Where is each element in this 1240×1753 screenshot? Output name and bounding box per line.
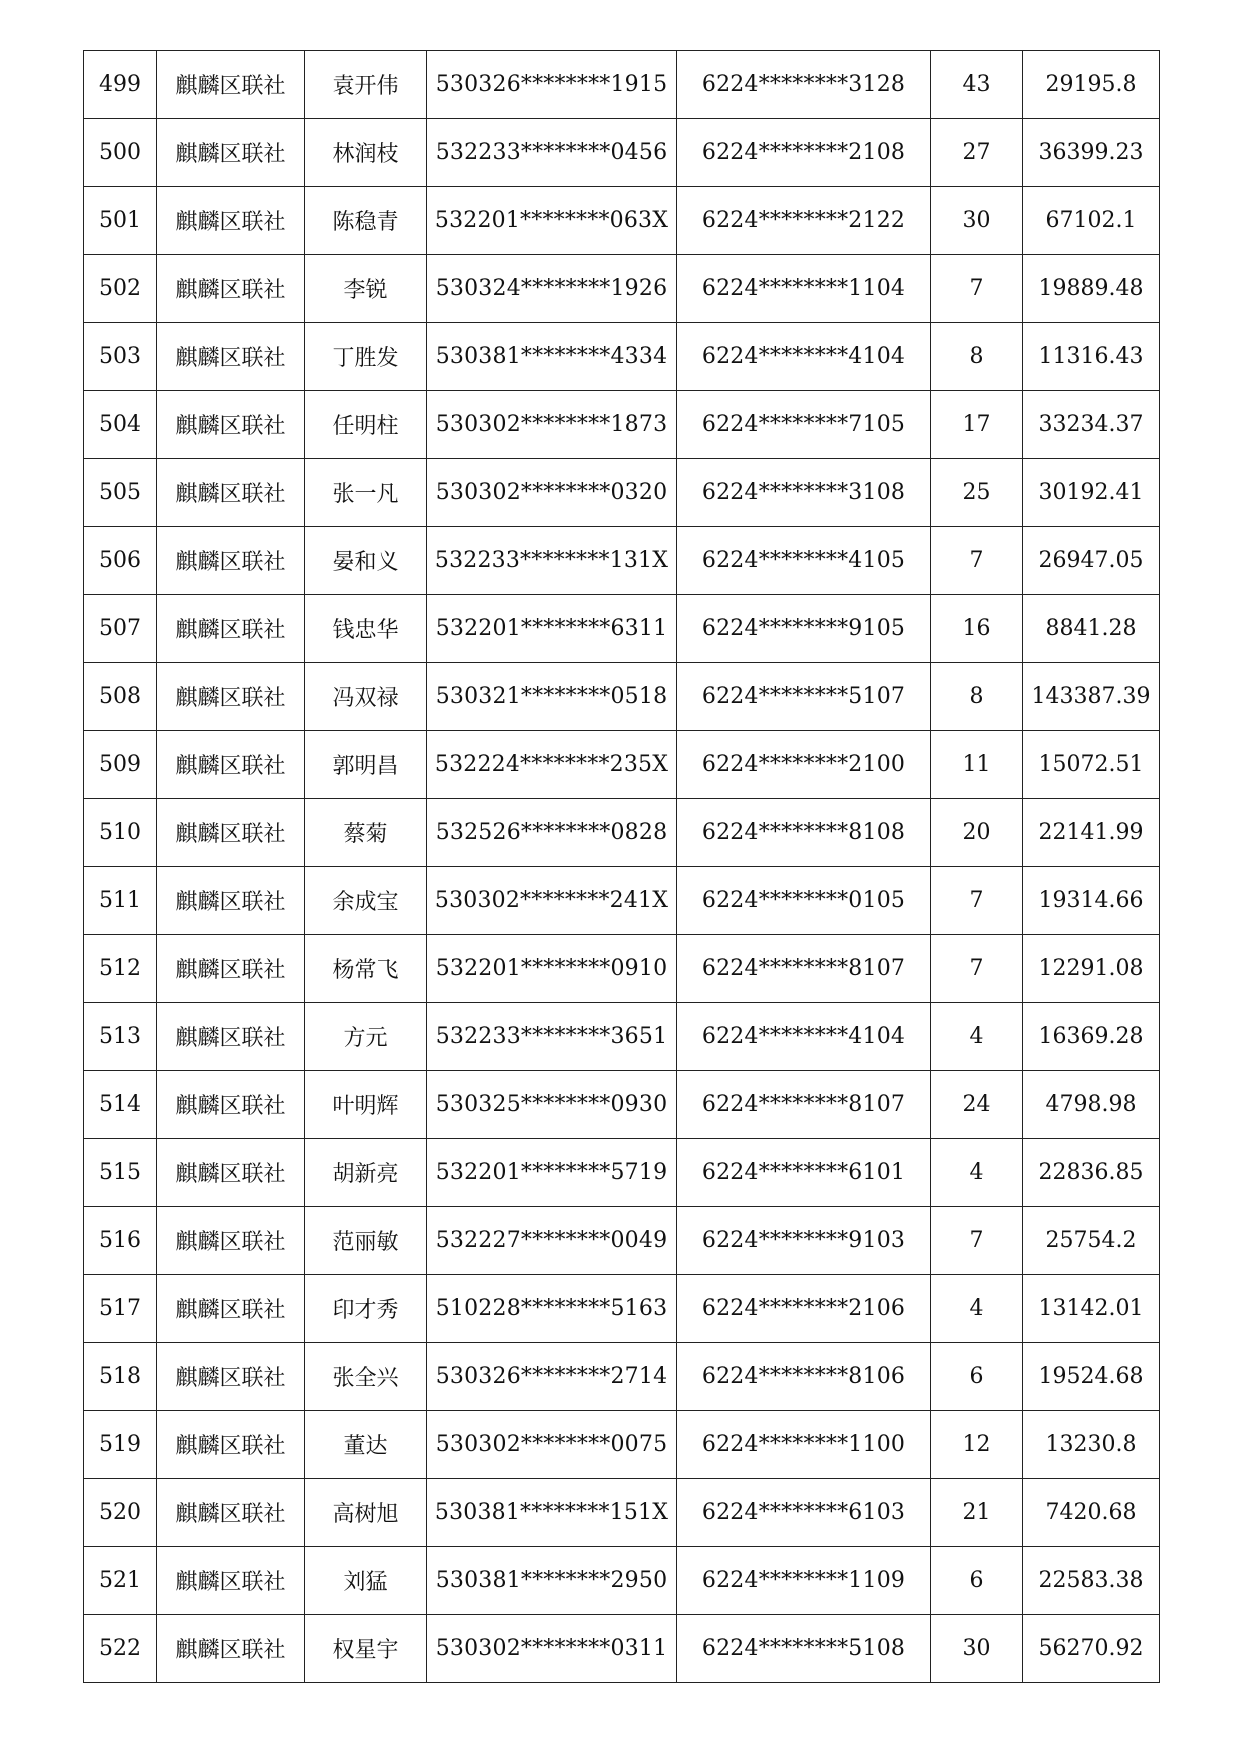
id-number-cell: 530302********0311 bbox=[427, 1615, 677, 1683]
amount-cell: 11316.43 bbox=[1023, 323, 1160, 391]
id-number-cell: 530381********2950 bbox=[427, 1547, 677, 1615]
card-number-cell: 6224********6101 bbox=[677, 1139, 931, 1207]
person-name-cell: 袁开伟 bbox=[305, 51, 427, 119]
count-cell: 30 bbox=[931, 1615, 1023, 1683]
amount-cell: 33234.37 bbox=[1023, 391, 1160, 459]
id-number-cell: 530302********0075 bbox=[427, 1411, 677, 1479]
id-number-cell: 532233********131X bbox=[427, 527, 677, 595]
person-name-cell: 陈稳青 bbox=[305, 187, 427, 255]
table-row bbox=[84, 323, 1160, 391]
card-number-cell: 6224********5107 bbox=[677, 663, 931, 731]
row-number-cell: 514 bbox=[84, 1071, 157, 1139]
person-name-cell: 丁胜发 bbox=[305, 323, 427, 391]
count-cell: 7 bbox=[931, 255, 1023, 323]
card-number-cell: 6224********2122 bbox=[677, 187, 931, 255]
amount-cell: 56270.92 bbox=[1023, 1615, 1160, 1683]
row-number-cell: 507 bbox=[84, 595, 157, 663]
table-row bbox=[84, 1411, 1160, 1479]
id-number-cell: 530325********0930 bbox=[427, 1071, 677, 1139]
id-number-cell: 532201********063X bbox=[427, 187, 677, 255]
person-name-cell: 杨常飞 bbox=[305, 935, 427, 1003]
id-number-cell: 530324********1926 bbox=[427, 255, 677, 323]
person-name-cell: 晏和义 bbox=[305, 527, 427, 595]
row-number-cell: 506 bbox=[84, 527, 157, 595]
count-cell: 4 bbox=[931, 1003, 1023, 1071]
person-name-cell: 冯双禄 bbox=[305, 663, 427, 731]
amount-cell: 13142.01 bbox=[1023, 1275, 1160, 1343]
amount-cell: 30192.41 bbox=[1023, 459, 1160, 527]
organization-cell: 麒麟区联社 bbox=[157, 1139, 305, 1207]
organization-cell: 麒麟区联社 bbox=[157, 1343, 305, 1411]
table-row bbox=[84, 935, 1160, 1003]
id-number-cell: 532201********0910 bbox=[427, 935, 677, 1003]
count-cell: 20 bbox=[931, 799, 1023, 867]
amount-cell: 67102.1 bbox=[1023, 187, 1160, 255]
card-number-cell: 6224********3128 bbox=[677, 51, 931, 119]
amount-cell: 22836.85 bbox=[1023, 1139, 1160, 1207]
count-cell: 27 bbox=[931, 119, 1023, 187]
card-number-cell: 6224********4104 bbox=[677, 1003, 931, 1071]
row-number-cell: 504 bbox=[84, 391, 157, 459]
table-row bbox=[84, 187, 1160, 255]
row-number-cell: 505 bbox=[84, 459, 157, 527]
person-name-cell: 林润枝 bbox=[305, 119, 427, 187]
card-number-cell: 6224********8107 bbox=[677, 1071, 931, 1139]
card-number-cell: 6224********8106 bbox=[677, 1343, 931, 1411]
person-name-cell: 张全兴 bbox=[305, 1343, 427, 1411]
amount-cell: 26947.05 bbox=[1023, 527, 1160, 595]
table-row bbox=[84, 1139, 1160, 1207]
table-row bbox=[84, 1615, 1160, 1683]
id-number-cell: 532233********3651 bbox=[427, 1003, 677, 1071]
person-name-cell: 方元 bbox=[305, 1003, 427, 1071]
table-row bbox=[84, 1343, 1160, 1411]
amount-cell: 36399.23 bbox=[1023, 119, 1160, 187]
count-cell: 30 bbox=[931, 187, 1023, 255]
person-name-cell: 权星宇 bbox=[305, 1615, 427, 1683]
row-number-cell: 517 bbox=[84, 1275, 157, 1343]
row-number-cell: 510 bbox=[84, 799, 157, 867]
row-number-cell: 501 bbox=[84, 187, 157, 255]
table-row bbox=[84, 119, 1160, 187]
card-number-cell: 6224********1104 bbox=[677, 255, 931, 323]
table-row bbox=[84, 1207, 1160, 1275]
count-cell: 21 bbox=[931, 1479, 1023, 1547]
count-cell: 7 bbox=[931, 527, 1023, 595]
table-row bbox=[84, 1003, 1160, 1071]
count-cell: 8 bbox=[931, 663, 1023, 731]
card-number-cell: 6224********4104 bbox=[677, 323, 931, 391]
row-number-cell: 509 bbox=[84, 731, 157, 799]
amount-cell: 12291.08 bbox=[1023, 935, 1160, 1003]
card-number-cell: 6224********8107 bbox=[677, 935, 931, 1003]
amount-cell: 22141.99 bbox=[1023, 799, 1160, 867]
person-name-cell: 任明柱 bbox=[305, 391, 427, 459]
amount-cell: 19889.48 bbox=[1023, 255, 1160, 323]
organization-cell: 麒麟区联社 bbox=[157, 187, 305, 255]
row-number-cell: 511 bbox=[84, 867, 157, 935]
amount-cell: 15072.51 bbox=[1023, 731, 1160, 799]
row-number-cell: 520 bbox=[84, 1479, 157, 1547]
records-table-body bbox=[84, 51, 1160, 1683]
id-number-cell: 530302********1873 bbox=[427, 391, 677, 459]
person-name-cell: 董达 bbox=[305, 1411, 427, 1479]
organization-cell: 麒麟区联社 bbox=[157, 1615, 305, 1683]
organization-cell: 麒麟区联社 bbox=[157, 731, 305, 799]
table-row bbox=[84, 1479, 1160, 1547]
organization-cell: 麒麟区联社 bbox=[157, 459, 305, 527]
id-number-cell: 530302********241X bbox=[427, 867, 677, 935]
organization-cell: 麒麟区联社 bbox=[157, 119, 305, 187]
row-number-cell: 521 bbox=[84, 1547, 157, 1615]
count-cell: 16 bbox=[931, 595, 1023, 663]
count-cell: 7 bbox=[931, 867, 1023, 935]
person-name-cell: 郭明昌 bbox=[305, 731, 427, 799]
organization-cell: 麒麟区联社 bbox=[157, 663, 305, 731]
organization-cell: 麒麟区联社 bbox=[157, 391, 305, 459]
card-number-cell: 6224********2100 bbox=[677, 731, 931, 799]
amount-cell: 19314.66 bbox=[1023, 867, 1160, 935]
row-number-cell: 512 bbox=[84, 935, 157, 1003]
count-cell: 7 bbox=[931, 935, 1023, 1003]
organization-cell: 麒麟区联社 bbox=[157, 1479, 305, 1547]
id-number-cell: 510228********5163 bbox=[427, 1275, 677, 1343]
row-number-cell: 500 bbox=[84, 119, 157, 187]
amount-cell: 7420.68 bbox=[1023, 1479, 1160, 1547]
amount-cell: 29195.8 bbox=[1023, 51, 1160, 119]
table-row bbox=[84, 595, 1160, 663]
amount-cell: 143387.39 bbox=[1023, 663, 1160, 731]
id-number-cell: 530302********0320 bbox=[427, 459, 677, 527]
row-number-cell: 508 bbox=[84, 663, 157, 731]
card-number-cell: 6224********2106 bbox=[677, 1275, 931, 1343]
row-number-cell: 519 bbox=[84, 1411, 157, 1479]
id-number-cell: 532526********0828 bbox=[427, 799, 677, 867]
count-cell: 6 bbox=[931, 1547, 1023, 1615]
id-number-cell: 532227********0049 bbox=[427, 1207, 677, 1275]
id-number-cell: 530381********4334 bbox=[427, 323, 677, 391]
card-number-cell: 6224********5108 bbox=[677, 1615, 931, 1683]
table-row bbox=[84, 255, 1160, 323]
count-cell: 17 bbox=[931, 391, 1023, 459]
id-number-cell: 532201********5719 bbox=[427, 1139, 677, 1207]
card-number-cell: 6224********4105 bbox=[677, 527, 931, 595]
card-number-cell: 6224********1100 bbox=[677, 1411, 931, 1479]
table-row bbox=[84, 867, 1160, 935]
person-name-cell: 印才秀 bbox=[305, 1275, 427, 1343]
count-cell: 11 bbox=[931, 731, 1023, 799]
count-cell: 25 bbox=[931, 459, 1023, 527]
table-row bbox=[84, 663, 1160, 731]
person-name-cell: 刘猛 bbox=[305, 1547, 427, 1615]
row-number-cell: 522 bbox=[84, 1615, 157, 1683]
organization-cell: 麒麟区联社 bbox=[157, 595, 305, 663]
count-cell: 24 bbox=[931, 1071, 1023, 1139]
row-number-cell: 516 bbox=[84, 1207, 157, 1275]
row-number-cell: 499 bbox=[84, 51, 157, 119]
card-number-cell: 6224********3108 bbox=[677, 459, 931, 527]
organization-cell: 麒麟区联社 bbox=[157, 1411, 305, 1479]
count-cell: 4 bbox=[931, 1139, 1023, 1207]
card-number-cell: 6224********7105 bbox=[677, 391, 931, 459]
id-number-cell: 530381********151X bbox=[427, 1479, 677, 1547]
person-name-cell: 余成宝 bbox=[305, 867, 427, 935]
amount-cell: 4798.98 bbox=[1023, 1071, 1160, 1139]
amount-cell: 8841.28 bbox=[1023, 595, 1160, 663]
amount-cell: 25754.2 bbox=[1023, 1207, 1160, 1275]
id-number-cell: 532201********6311 bbox=[427, 595, 677, 663]
card-number-cell: 6224********1109 bbox=[677, 1547, 931, 1615]
organization-cell: 麒麟区联社 bbox=[157, 935, 305, 1003]
table-row bbox=[84, 799, 1160, 867]
organization-cell: 麒麟区联社 bbox=[157, 1207, 305, 1275]
organization-cell: 麒麟区联社 bbox=[157, 1547, 305, 1615]
person-name-cell: 钱忠华 bbox=[305, 595, 427, 663]
table-row bbox=[84, 1547, 1160, 1615]
person-name-cell: 胡新亮 bbox=[305, 1139, 427, 1207]
organization-cell: 麒麟区联社 bbox=[157, 255, 305, 323]
row-number-cell: 513 bbox=[84, 1003, 157, 1071]
card-number-cell: 6224********9105 bbox=[677, 595, 931, 663]
row-number-cell: 503 bbox=[84, 323, 157, 391]
table-row bbox=[84, 1071, 1160, 1139]
card-number-cell: 6224********0105 bbox=[677, 867, 931, 935]
count-cell: 8 bbox=[931, 323, 1023, 391]
table-row bbox=[84, 391, 1160, 459]
person-name-cell: 张一凡 bbox=[305, 459, 427, 527]
id-number-cell: 532224********235X bbox=[427, 731, 677, 799]
person-name-cell: 高树旭 bbox=[305, 1479, 427, 1547]
count-cell: 6 bbox=[931, 1343, 1023, 1411]
id-number-cell: 530321********0518 bbox=[427, 663, 677, 731]
card-number-cell: 6224********9103 bbox=[677, 1207, 931, 1275]
amount-cell: 22583.38 bbox=[1023, 1547, 1160, 1615]
id-number-cell: 530326********1915 bbox=[427, 51, 677, 119]
count-cell: 4 bbox=[931, 1275, 1023, 1343]
amount-cell: 19524.68 bbox=[1023, 1343, 1160, 1411]
organization-cell: 麒麟区联社 bbox=[157, 323, 305, 391]
person-name-cell: 范丽敏 bbox=[305, 1207, 427, 1275]
id-number-cell: 532233********0456 bbox=[427, 119, 677, 187]
organization-cell: 麒麟区联社 bbox=[157, 51, 305, 119]
amount-cell: 13230.8 bbox=[1023, 1411, 1160, 1479]
person-name-cell: 蔡菊 bbox=[305, 799, 427, 867]
id-number-cell: 530326********2714 bbox=[427, 1343, 677, 1411]
organization-cell: 麒麟区联社 bbox=[157, 527, 305, 595]
table-row bbox=[84, 731, 1160, 799]
card-number-cell: 6224********8108 bbox=[677, 799, 931, 867]
table-row bbox=[84, 527, 1160, 595]
organization-cell: 麒麟区联社 bbox=[157, 1003, 305, 1071]
count-cell: 43 bbox=[931, 51, 1023, 119]
person-name-cell: 李锐 bbox=[305, 255, 427, 323]
row-number-cell: 502 bbox=[84, 255, 157, 323]
row-number-cell: 518 bbox=[84, 1343, 157, 1411]
table-row bbox=[84, 51, 1160, 119]
table-row bbox=[84, 1275, 1160, 1343]
amount-cell: 16369.28 bbox=[1023, 1003, 1160, 1071]
count-cell: 12 bbox=[931, 1411, 1023, 1479]
row-number-cell: 515 bbox=[84, 1139, 157, 1207]
table-row bbox=[84, 459, 1160, 527]
organization-cell: 麒麟区联社 bbox=[157, 867, 305, 935]
organization-cell: 麒麟区联社 bbox=[157, 1275, 305, 1343]
card-number-cell: 6224********2108 bbox=[677, 119, 931, 187]
organization-cell: 麒麟区联社 bbox=[157, 1071, 305, 1139]
card-number-cell: 6224********6103 bbox=[677, 1479, 931, 1547]
person-name-cell: 叶明辉 bbox=[305, 1071, 427, 1139]
records-table bbox=[83, 50, 1160, 1683]
organization-cell: 麒麟区联社 bbox=[157, 799, 305, 867]
count-cell: 7 bbox=[931, 1207, 1023, 1275]
